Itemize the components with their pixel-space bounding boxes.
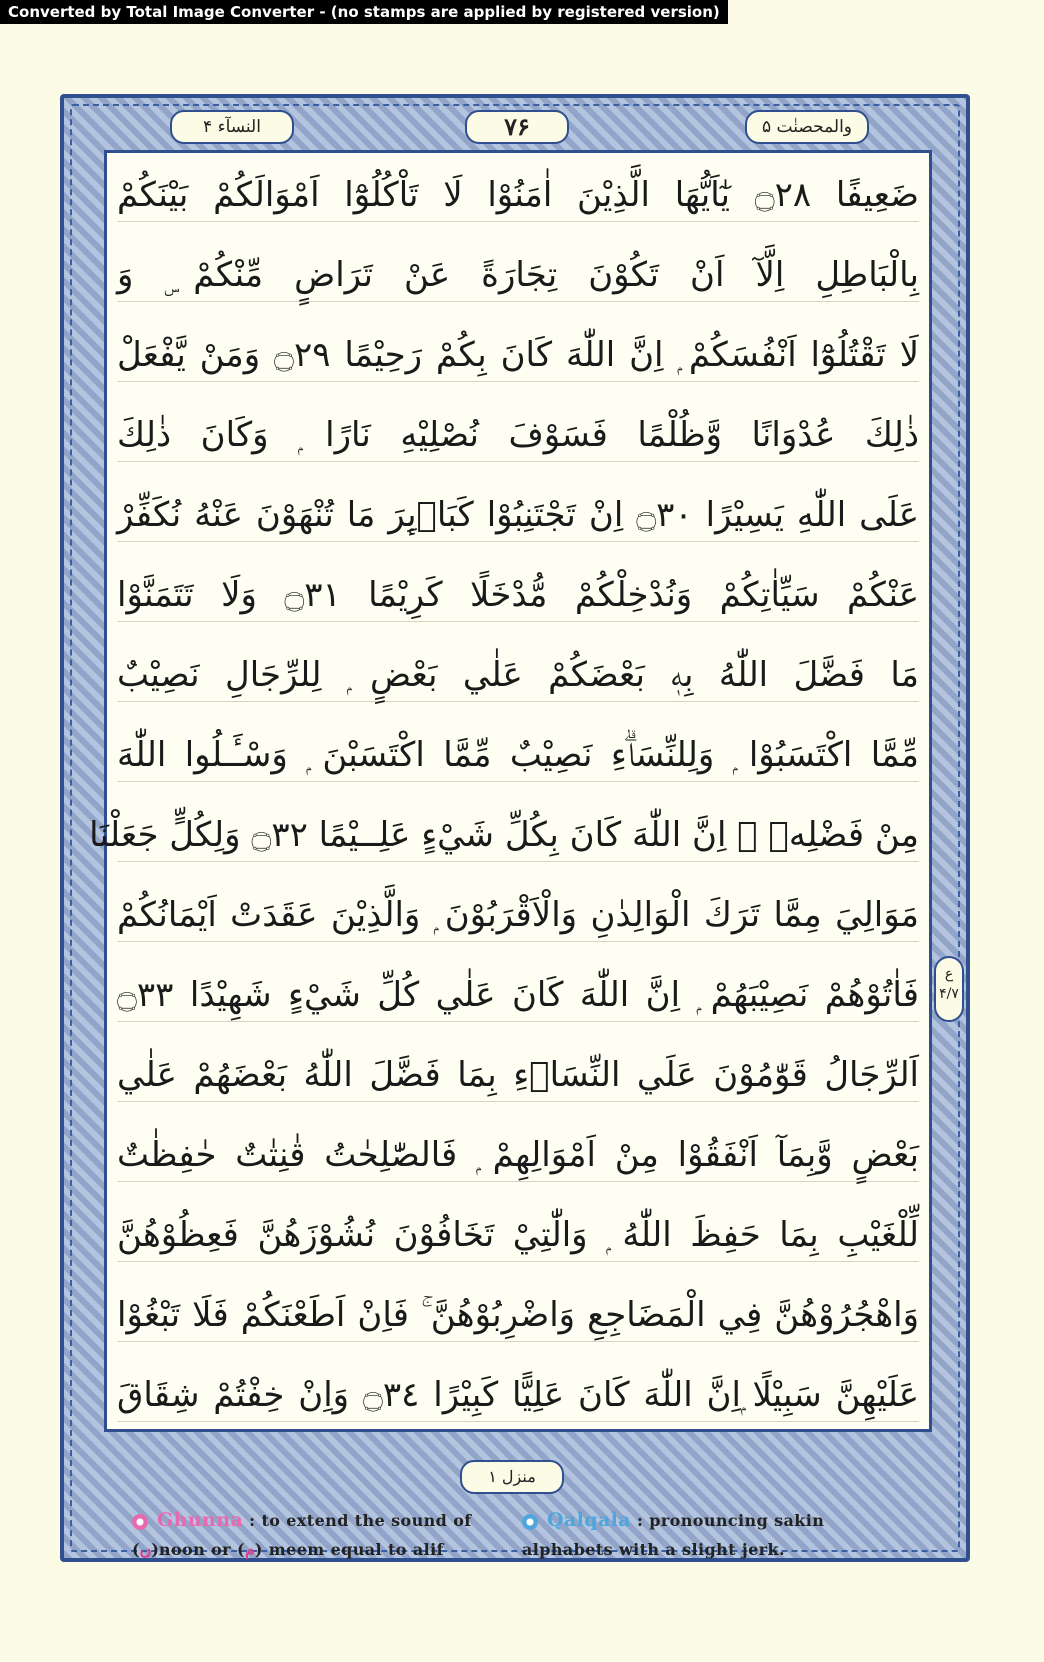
text-line: عَلَيْهِنَّ سَبِيْلًا ۭاِنَّ اللّٰهَ كَانَ عَلِيًّا كَبِيْرًا ۝٣٤ وَاِنْ خِفْتُمْ شِقَاقَ bbox=[117, 1357, 919, 1422]
ghunna-legend: Ghunna : to extend the sound of (ں)noon or (م) meem equal to alif bbox=[132, 1509, 472, 1559]
text-line: بِالْبَاطِلِ اِلَّآ اَنْ تَكُوْنَ تِجَارَةً عَنْ تَرَاضٍ مِّنْكُمْ ۣ وَ bbox=[117, 237, 919, 302]
text-line: عَلَى اللّٰهِ يَسِيْرًا ۝٣٠ اِنْ تَجْتَنِبُوْا كَبَاۗىِٕرَ مَا تُنْهَوْنَ عَنْهُ نُكَفِّرْ bbox=[117, 477, 919, 542]
converter-watermark: Converted by Total Image Converter - (no stamps are applied by registered version) bbox=[0, 0, 728, 24]
flower-icon bbox=[132, 1514, 148, 1530]
juz-name-label: والمحصنٰت ۵ bbox=[745, 110, 869, 144]
text-line: ضَعِيفًا ۝٢٨ يٰٓاَيُّهَا الَّذِيْنَ اٰمَنُوْا لَا تَاْكُلُوْٓا اَمْوَالَكُمْ بَيْنَكُمْ bbox=[117, 157, 919, 222]
text-line: مِّمَّا اكْتَسَبُوْا ۭ وَلِلنِّسَاۗءِ نَصِيْبٌ مِّمَّا اكْتَسَبْنَ ۭ وَسْـَٔـلُوا اللّٰهَ bbox=[117, 717, 919, 782]
noon-symbol: ں bbox=[139, 1540, 152, 1559]
flower-icon bbox=[522, 1514, 538, 1530]
page-header bbox=[160, 104, 870, 148]
qalqala-legend bbox=[522, 1505, 882, 1565]
text-line: لِّلْغَيْبِ بِمَا حَفِظَ اللّٰهُ ۭ وَالّٰتِيْ تَخَافُوْنَ نُشُوْزَھُنَّ فَعِظُوْھُنَّ bbox=[117, 1197, 919, 1262]
text-line: عَنْكُمْ سَيِّاٰتِكُمْ وَنُدْخِلْكُمْ مُّدْخَلًا كَرِيْمًا ۝٣١ وَلَا تَتَمَنَّوْا bbox=[117, 557, 919, 622]
text-line: وَاهْجُرُوْھُنَّ فِي الْمَضَاجِعِ وَاضْرِبُوْھُنَّ ۚ فَاِنْ اَطَعْنَكُمْ فَلَا تَبْغُوْا bbox=[117, 1277, 919, 1342]
quran-text-panel bbox=[89, 150, 932, 1432]
qalqala-term: Qalqala bbox=[546, 1509, 631, 1531]
ghunna-description: : to extend the sound of bbox=[249, 1511, 472, 1530]
ghunna-term: Ghunna bbox=[156, 1509, 244, 1531]
manzil-label: منزل ۱ bbox=[460, 1460, 564, 1494]
ruku-marker: ع ۴/۷ bbox=[934, 956, 964, 1022]
text-line: مَا فَضَّلَ اللّٰهُ بِهٖ بَعْضَكُمْ عَلٰي بَعْضٍ ۭ لِلرِّجَالِ نَصِيْبٌ bbox=[117, 637, 919, 702]
text-line: مَوَالِيَ مِمَّا تَرَكَ الْوَالِدٰنِ وَالْاَقْرَبُوْنَ ۭ وَالَّذِيْنَ عَقَدَتْ اَيْمَانُكُمْ bbox=[117, 877, 919, 942]
text-line: لَا تَقْتُلُوْٓا اَنْفُسَكُمْ ۭ اِنَّ اللّٰهَ كَانَ بِكُمْ رَحِيْمًا ۝٢٩ وَمَنْ يَّفْعَلْ bbox=[117, 317, 919, 382]
meem-symbol: م bbox=[244, 1540, 255, 1559]
surah-name-label: النسآء ۴ bbox=[170, 110, 294, 144]
qalqala-description: : pronouncing sakin bbox=[636, 1511, 825, 1530]
ghunna-description-2b: ) meem equal to alif bbox=[254, 1540, 444, 1559]
qalqala-description-2: alphabets with a slight jerk. bbox=[522, 1540, 785, 1559]
page-number: ۷۶ bbox=[465, 110, 569, 144]
text-line: فَاٰتُوْھُمْ نَصِيْبَھُمْ ۭ اِنَّ اللّٰهَ كَانَ عَلٰي كُلِّ شَيْءٍ شَهِيْدًا ۝٣٣ bbox=[117, 957, 919, 1022]
text-line: اَلرِّجَالُ قَوّٰمُوْنَ عَلَي النِّسَاۗءِ بِمَا فَضَّلَ اللّٰهُ بَعْضَھُمْ عَلٰي bbox=[117, 1037, 919, 1102]
text-line: مِنْ فَضْلِهٖ ۭ اِنَّ اللّٰهَ كَانَ بِكُلِّ شَيْءٍ عَلِــيْمًا ۝٣٢ وَلِكُلٍّ جَعَلْنَا bbox=[117, 797, 919, 862]
text-line: ذٰلِكَ عُدْوَانًا وَّظُلْمًا فَسَوْفَ نُصْلِيْهِ نَارًا ۭ وَكَانَ ذٰلِكَ bbox=[117, 397, 919, 462]
ghunna-description-2a: noon or ( bbox=[158, 1540, 245, 1559]
text-line: بَعْضٍ وَّبِمَآ اَنْفَقُوْا مِنْ اَمْوَالِهِمْ ۭ فَالصّٰلِحٰتُ قٰنِتٰتٌ حٰفِظٰتٌ bbox=[117, 1117, 919, 1182]
